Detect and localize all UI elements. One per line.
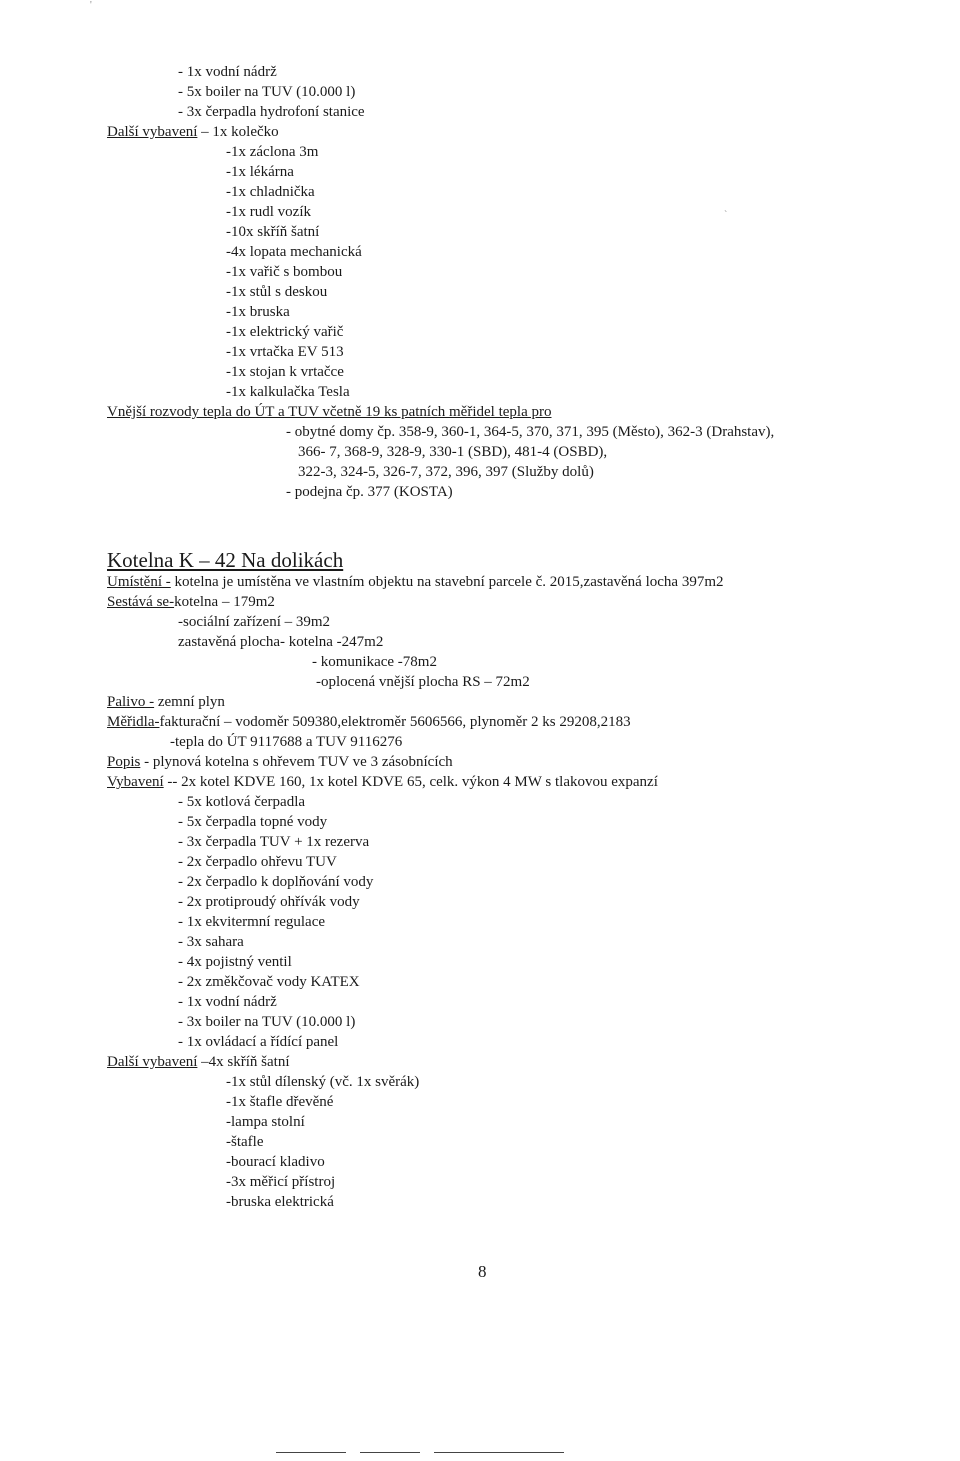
equipment-item: - 5x boiler na TUV (10.000 l) <box>178 84 356 100</box>
composition-line: -sociální zařízení – 39m2 <box>178 614 331 630</box>
equipment-item: - 2x protiproudý ohřívák vody <box>178 894 360 910</box>
scan-artifact-line <box>276 1452 346 1453</box>
description-text: - plynová kotelna s ohřevem TUV ve 3 zásobnících <box>144 754 453 770</box>
equipment-item: - 2x čerpadlo k doplňování vody <box>178 874 374 890</box>
equipment-item: - 1x ovládací a řídící panel <box>178 1034 339 1050</box>
equipment-item: - 3x čerpadla hydrofoní stanice <box>178 104 365 120</box>
location-label: Umístění - <box>107 574 171 590</box>
equipment-item: - 1x vodní nádrž <box>178 994 277 1010</box>
equipment-item: - 4x pojistný ventil <box>178 954 292 970</box>
other-equipment-item: -1x lékárna <box>226 164 294 180</box>
equipment-item: - 1x vodní nádrž <box>178 64 277 80</box>
equipment-first-item: -- 2x kotel KDVE 160, 1x kotel KDVE 65, celk. výkon 4 MW s tlakovou expanzí <box>167 774 658 790</box>
other-equipment-item: -1x stojan k vrtačce <box>226 364 344 380</box>
other-equipment-item: -bourací kladivo <box>226 1154 325 1170</box>
location-row <box>107 573 724 591</box>
equipment-item: - 5x kotlová čerpadla <box>178 794 306 810</box>
other-equipment-item: -štafle <box>226 1134 264 1150</box>
fuel-row <box>107 693 225 711</box>
other-equipment-label: Další vybavení <box>107 1054 198 1070</box>
other-equipment-item: -1x stůl s deskou <box>226 284 328 300</box>
composition-row <box>107 593 275 611</box>
other-equipment-item: -1x vařič s bombou <box>226 264 343 280</box>
distribution-line: 366- 7, 368-9, 328-9, 330-1 (SBD), 481-4 (OSBD), <box>298 444 608 460</box>
other-equipment-row <box>107 123 279 141</box>
composition-label: Sestává se- <box>107 594 175 610</box>
description-label: Popis <box>107 754 141 770</box>
other-equipment-item: -10x skříň šatní <box>226 224 320 240</box>
other-equipment-row <box>107 1053 290 1071</box>
other-equipment-item: -1x štafle dřevěné <box>226 1094 334 1110</box>
meters-label: Měřidla- <box>107 714 160 730</box>
scan-artifact-line <box>360 1452 420 1453</box>
equipment-item: - 3x sahara <box>178 934 244 950</box>
other-equipment-item: -1x bruska <box>226 304 290 320</box>
other-equipment-first-item: – 1x kolečko <box>201 124 279 140</box>
other-equipment-item: -4x lopata mechanická <box>226 244 362 260</box>
distribution-line: 322-3, 324-5, 326-7, 372, 396, 397 (Služby dolů) <box>298 464 594 480</box>
distribution-line: - obytné domy čp. 358-9, 360-1, 364-5, 370, 371, 395 (Město), 362-3 (Drahstav), <box>286 424 775 440</box>
other-equipment-item: -bruska elektrická <box>226 1194 334 1210</box>
equipment-row <box>107 773 658 791</box>
equipment-label: Vybavení <box>107 774 164 790</box>
section-heading: Kotelna K – 42 Na dolikách <box>107 548 344 572</box>
distribution-line: - podejna čp. 377 (KOSTA) <box>286 484 453 500</box>
composition-first-item: kotelna – 179m2 <box>174 594 275 610</box>
other-equipment-item: -1x kalkulačka Tesla <box>226 384 350 400</box>
equipment-item: - 2x čerpadlo ohřevu TUV <box>178 854 337 870</box>
location-text: kotelna je umístěna ve vlastním objektu na stavební parcele č. 2015,zastavěná locha 397m2 <box>174 574 724 590</box>
meters-line: -tepla do ÚT 9117688 a TUV 9116276 <box>170 734 403 750</box>
other-equipment-first-item: –4x skříň šatní <box>201 1054 290 1070</box>
other-equipment-item: -lampa stolní <box>226 1114 305 1130</box>
description-row <box>107 753 453 771</box>
other-equipment-item: -3x měřicí přístroj <box>226 1174 336 1190</box>
heat-distribution-label: Vnější rozvody tepla do ÚT a TUV včetně 19 ks patních měřidel tepla pro <box>107 404 552 420</box>
composition-line: -oplocená vnější plocha RS – 72m2 <box>316 674 530 690</box>
equipment-item: - 2x změkčovač vody KATEX <box>178 974 360 990</box>
meters-row <box>107 713 631 731</box>
composition-line: zastavěná plocha- kotelna -247m2 <box>178 634 384 650</box>
other-equipment-item: -1x stůl dílenský (vč. 1x svěrák) <box>226 1074 420 1090</box>
composition-line: - komunikace -78m2 <box>312 654 437 670</box>
equipment-item: - 3x boiler na TUV (10.000 l) <box>178 1014 356 1030</box>
other-equipment-item: -1x vrtačka EV 513 <box>226 344 344 360</box>
fuel-text: zemní plyn <box>157 694 225 710</box>
other-equipment-label: Další vybavení <box>107 124 198 140</box>
page-number: 8 <box>478 1262 487 1281</box>
equipment-item: - 5x čerpadla topné vody <box>178 814 328 830</box>
equipment-item: - 1x ekvitermní regulace <box>178 914 326 930</box>
other-equipment-item: -1x chladnička <box>226 184 315 200</box>
scan-speck: ' <box>90 0 92 11</box>
other-equipment-item: -1x záclona 3m <box>226 144 319 160</box>
scan-speck: ` <box>724 210 728 221</box>
other-equipment-item: -1x elektrický vařič <box>226 324 344 340</box>
equipment-item: - 3x čerpadla TUV + 1x rezerva <box>178 834 370 850</box>
meters-text: fakturační – vodoměr 509380,elektroměr 5606566, plynoměr 2 ks 29208,2183 <box>159 714 631 730</box>
scan-artifact-line <box>434 1452 564 1453</box>
other-equipment-item: -1x rudl vozík <box>226 204 311 220</box>
fuel-label: Palivo - <box>107 694 155 710</box>
